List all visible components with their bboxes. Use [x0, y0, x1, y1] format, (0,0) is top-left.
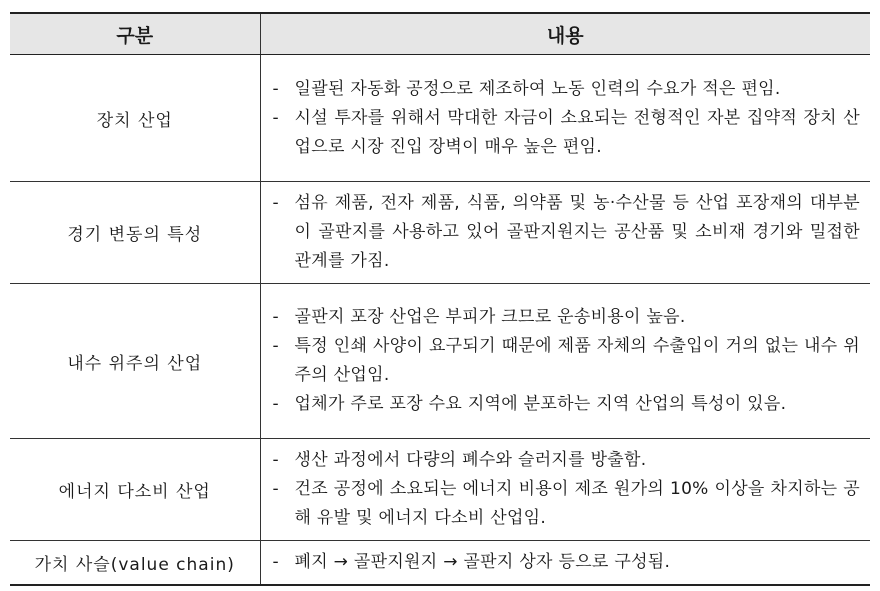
row-content: [260, 541, 870, 586]
bullet-dash: -: [272, 450, 279, 470]
row-content: [260, 284, 870, 439]
row-content: [260, 55, 870, 182]
bullet-dash: -: [272, 78, 279, 99]
header-category: 구분: [10, 13, 260, 55]
row-category: 경기 변동의 특성: [10, 182, 260, 284]
header-content: 내용: [260, 13, 870, 55]
list-item: - 건조 공정에 소요되는 에너지 비용이 제조 원가의 10% 이상을 차지하는 공해 유발 및 에너지 다소비 산업임.: [271, 475, 861, 533]
row-content: [260, 439, 870, 541]
industry-characteristics-table: [10, 12, 870, 586]
row-content: [260, 182, 870, 284]
table-row: [10, 541, 870, 586]
list-item: - 섬유 제품, 전자 제품, 식품, 의약품 및 농·수산물 등 산업 포장재의 대부분이 골판지를 사용하고 있어 골판지원지는 공산품 및 소비재 경기와 밀접한 관계를 가짐.: [271, 189, 861, 276]
row-category: 장치 산업: [10, 55, 260, 182]
table-row: [10, 284, 870, 439]
bullet-dash: -: [272, 307, 279, 327]
table-row: [10, 439, 870, 541]
list-item: - 특정 인쇄 사양이 요구되기 때문에 제품 자체의 수출입이 거의 없는 내수 위주의 산업임.: [271, 332, 861, 390]
bullet-dash: -: [272, 193, 279, 213]
row-category: 에너지 다소비 산업: [10, 439, 260, 541]
header-row: [10, 13, 870, 55]
list-item: - 업체가 주로 포장 수요 지역에 분포하는 지역 산업의 특성이 있음.: [271, 390, 861, 419]
row-category: 가치 사슬(value chain): [10, 541, 260, 586]
row-category: 내수 위주의 산업: [10, 284, 260, 439]
bullet-dash: -: [272, 552, 279, 572]
table-row: [10, 55, 870, 182]
bullet-dash: -: [272, 107, 279, 128]
bullet-dash: -: [272, 479, 279, 499]
document-table-wrapper: [10, 12, 870, 586]
list-item: - 골판지 포장 산업은 부피가 크므로 운송비용이 높음.: [271, 303, 861, 332]
list-item: - 폐지 → 골판지원지 → 골판지 상자 등으로 구성됨.: [271, 548, 861, 577]
bullet-dash: -: [272, 394, 279, 414]
list-item: - 일괄된 자동화 공정으로 제조하여 노동 인력의 수요가 적은 편임.: [271, 75, 861, 104]
bullet-dash: -: [272, 336, 279, 356]
table-row: [10, 182, 870, 284]
list-item: - 시설 투자를 위해서 막대한 자금이 소요되는 전형적인 자본 집약적 장치 산업으로 시장 진입 장벽이 매우 높은 편임.: [271, 104, 861, 162]
list-item: - 생산 과정에서 다량의 폐수와 슬러지를 방출함.: [271, 446, 861, 475]
